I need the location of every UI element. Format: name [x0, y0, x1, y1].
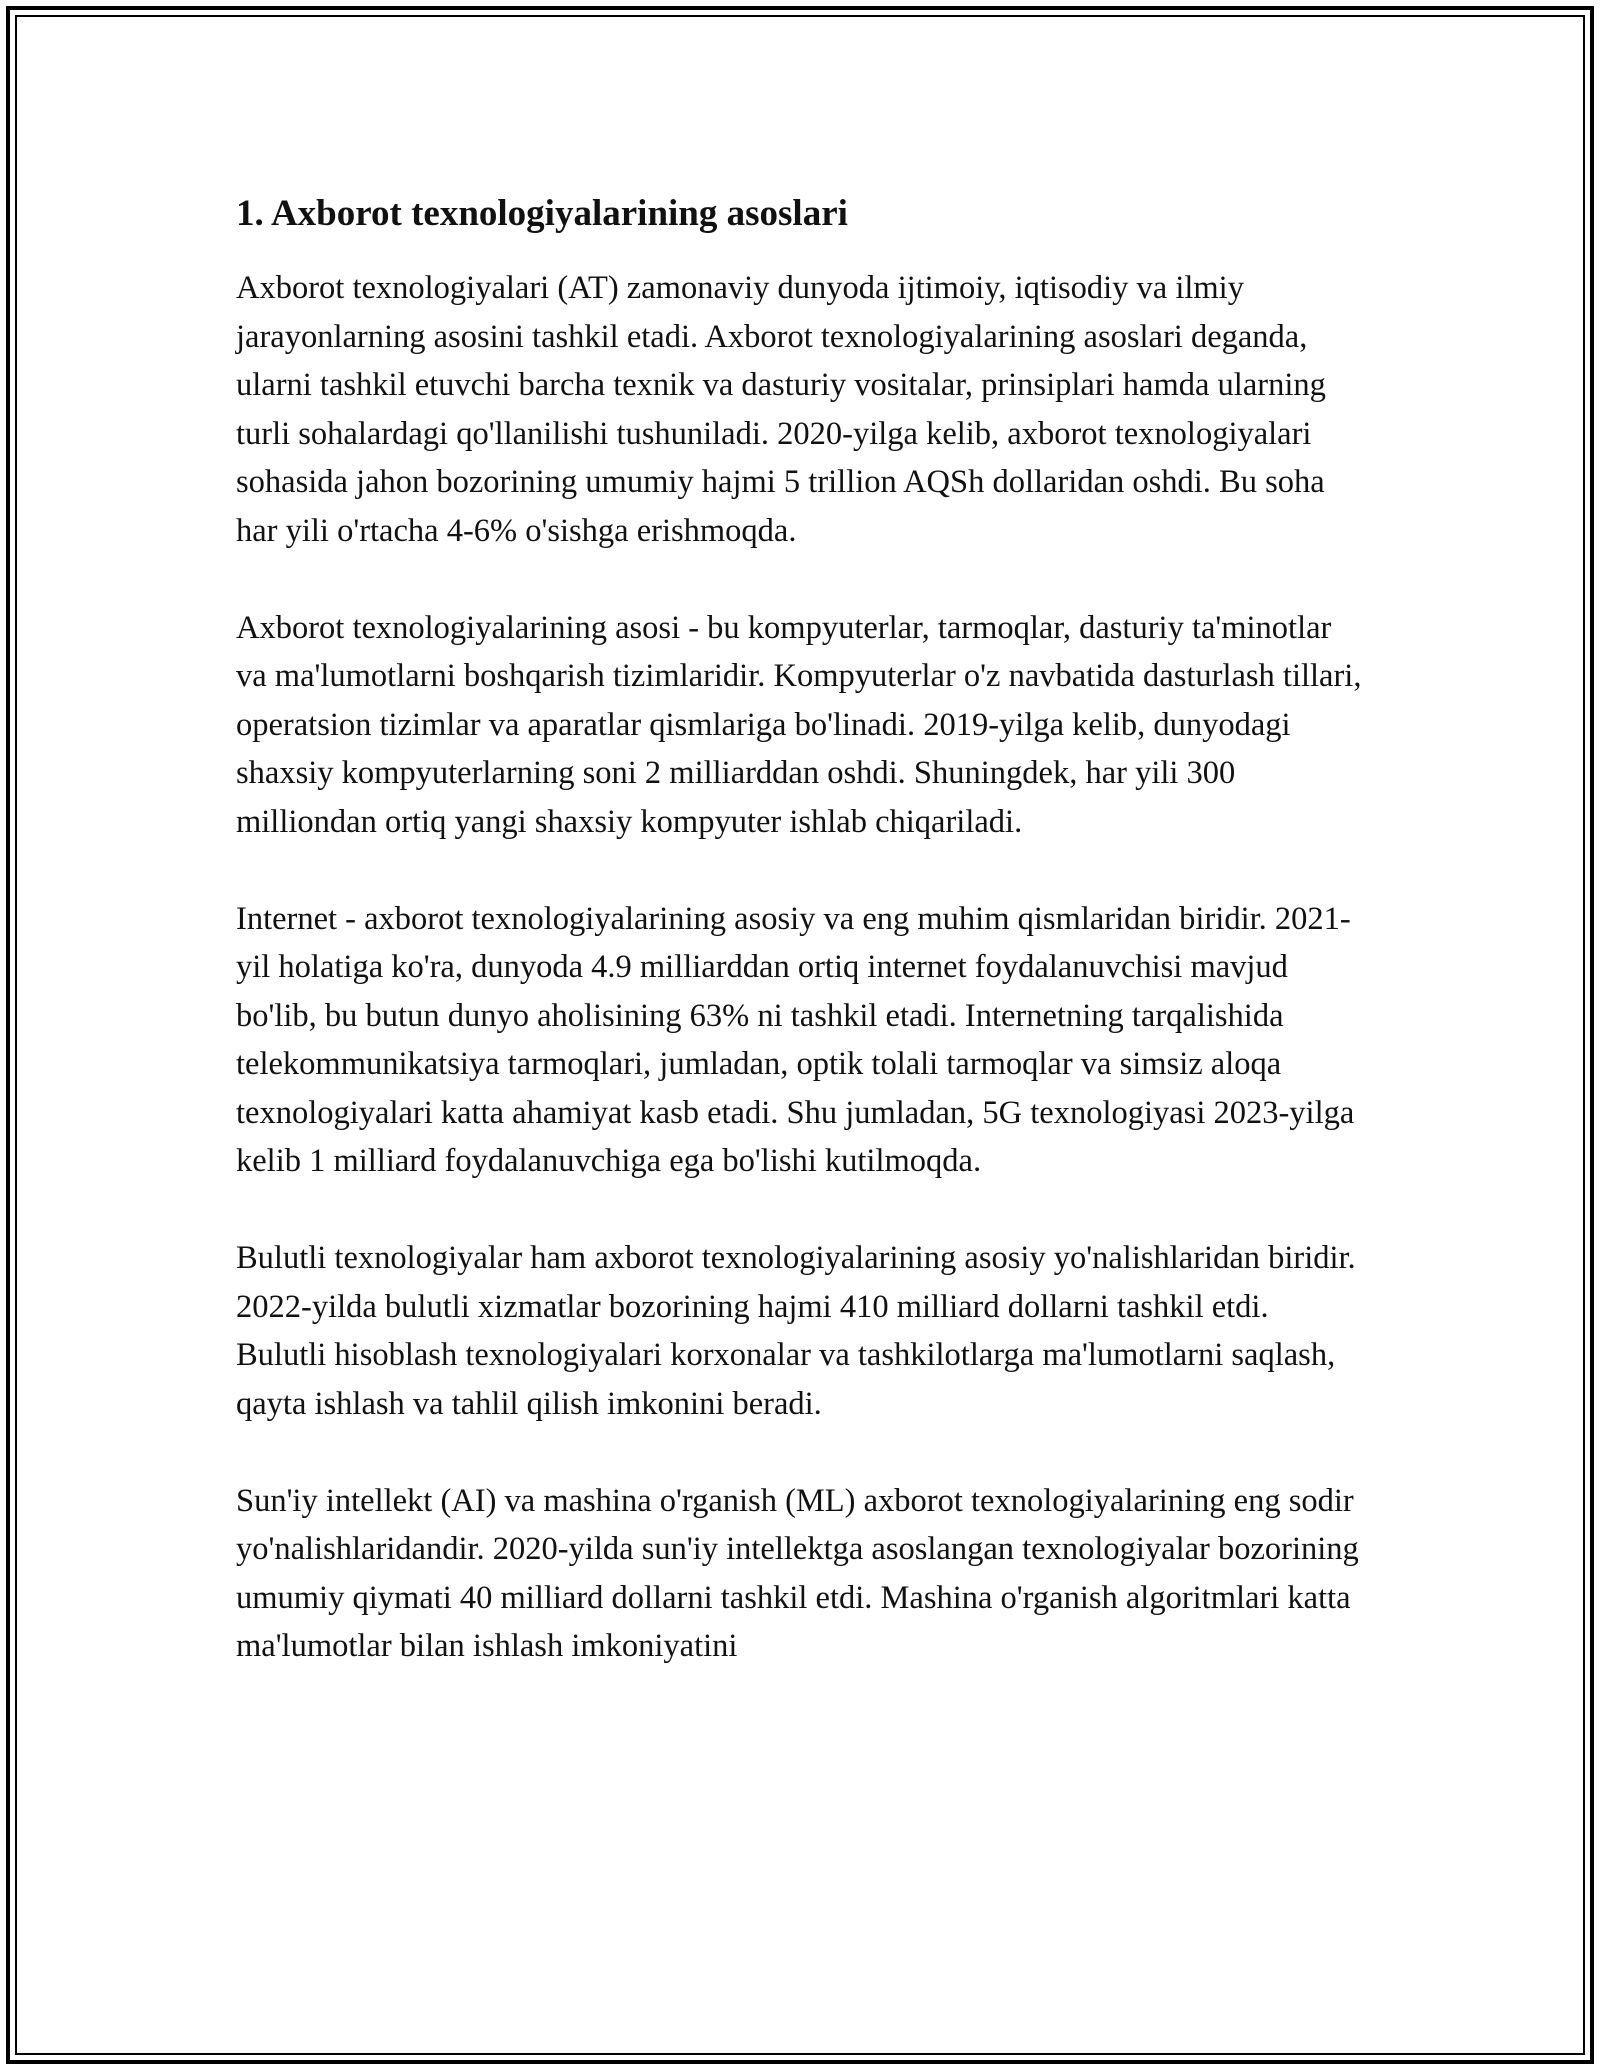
section-heading: 1. Axborot texnologiyalarining asoslari — [236, 193, 848, 234]
paragraph-5: Sun'iy intellekt (AI) va mashina o'rganish (ML) axborot texnologiyalarining eng sodir yo'nalishlaridandir. 2020-yilda sun'iy intellektga asoslangan texnologiyalar bozorining umumiy qiymati 40 milliard dollarni tashkil etdi. Mashina o'rganish algoritmlari katta ma'lumotlar bilan ishlash imkoniyatini — [236, 1482, 1359, 1664]
paragraph-2: Axborot texnologiyalarining asosi - bu kompyuterlar, tarmoqlar, dasturiy ta'minotlar va ma'lumotlarni boshqarish tizimlaridir. Kompyuterlar o'z navbatida dasturlash tillari, operatsion tizimlar va aparatlar qismlariga bo'linadi. 2019-yilga kelib, dunyodagi shaxsiy kompyuterlarning soni 2 milliarddan oshdi. Shuningdek, har yili 300 milliondan ortiq yangi shaxsiy kompyuter ishlab chiqariladi. — [236, 609, 1362, 840]
document-body — [236, 186, 1366, 1719]
paragraph-3: Internet - axborot texnologiyalarining asosiy va eng muhim qismlaridan biridir. 2021-yil holatiga ko'ra, dunyoda 4.9 milliarddan ortiq internet foydalanuvchisi mavjud bo'lib, bu butun dunyo aholisining 63% ni tashkil etadi. Internetning tarqalishida telekommunikatsiya tarmoqlari, jumladan, optik tolali tarmoqlar va simsiz aloqa texnologiyalari katta ahamiyat kasb etadi. Shu jumladan, 5G texnologiyasi 2023-yilga kelib 1 milliard foydalanuvchiga ega bo'lishi kutilmoqda. — [236, 900, 1355, 1179]
paragraph-1: Axborot texnologiyalari (AT) zamonaviy dunyoda ijtimoiy, iqtisodiy va ilmiy jarayonlarning asosini tashkil etadi. Axborot texnologiyalarining asoslari deganda, ularni tashkil etuvchi barcha texnik va dasturiy vositalar, prinsiplari hamda ularning turli sohalardagi qo'llanilishi tushuniladi. 2020-yilga kelib, axborot texnologiyalari sohasida jahon bozorining umumiy hajmi 5 trillion AQSh dollaridan oshdi. Bu soha har yili o'rtacha 4-6% o'sishga erishmoqda. — [236, 270, 1326, 549]
paragraph-4: Bulutli texnologiyalar ham axborot texnologiyalarining asosiy yo'nalishlaridan biridir. 2022-yilda bulutli xizmatlar bozorining hajmi 410 milliard dollarni tashkil etdi. Bulutli hisoblash texnologiyalari korxonalar va tashkilotlarga ma'lumotlarni saqlash, qayta ishlash va tahlil qilish imkonini beradi. — [236, 1240, 1356, 1422]
